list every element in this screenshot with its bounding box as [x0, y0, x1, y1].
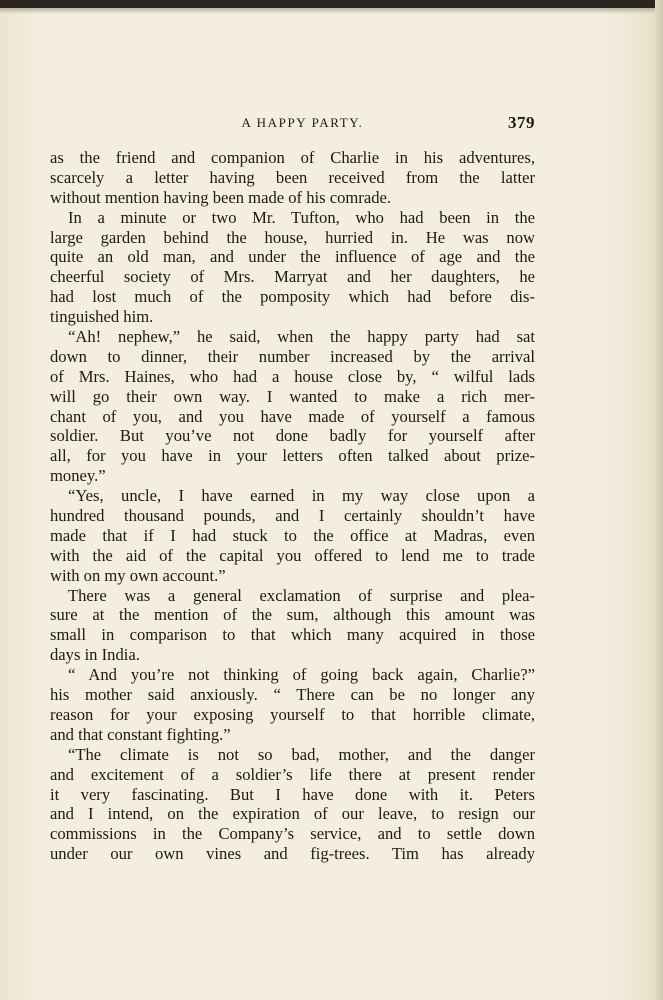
top-edge-rule	[0, 0, 663, 8]
text-line: tinguished him.	[50, 307, 154, 327]
text-line: it very fascinating. But I have done with it. Peters	[50, 784, 535, 804]
text-line: “ And you’re not thinking of going back again, Charlie?”	[68, 665, 535, 685]
text-line: under our own vines and fig-trees. Tim has already	[50, 844, 535, 864]
top-edge-shadow	[0, 8, 663, 14]
text-line: all, for you have in your letters often talked about prize-	[50, 446, 535, 466]
text-line: quite an old man, and under the influence of age and the	[50, 247, 535, 267]
page-number: 379	[508, 113, 535, 132]
text-line: chant of you, and you have made of yourself a famous	[50, 406, 535, 426]
text-line: down to dinner, their number increased by the arrival	[50, 346, 535, 366]
text-line: with on my own account.”	[50, 565, 226, 585]
text-line: and excitement of a soldier’s life there at present render	[50, 764, 535, 784]
text-line: with the aid of the capital you offered to lend me to trade	[50, 545, 535, 565]
text-line: and I intend, on the expiration of our leave, to resign our	[50, 804, 535, 824]
text-line: commissions in the Company’s service, and to settle down	[50, 824, 535, 844]
text-line: his mother said anxiously. “ There can be no longer any	[50, 685, 535, 705]
text-line: will go their own way. I wanted to make a rich mer-	[50, 386, 535, 406]
text-line: soldier. But you’ve not done badly for yourself after	[50, 426, 535, 446]
text-line: hundred thousand pounds, and I certainly shouldn’t have	[50, 506, 535, 526]
text-line: without mention having been made of his comrade.	[50, 187, 392, 207]
text-line: cheerful society of Mrs. Marryat and her daughters, he	[50, 267, 535, 287]
body-text	[50, 148, 535, 864]
text-line: made that if I had stuck to the office at Madras, even	[50, 525, 535, 545]
text-line: as the friend and companion of Charlie in his adventures,	[50, 148, 535, 167]
text-line: “Yes, uncle, I have earned in my way close upon a	[68, 486, 535, 506]
text-line: scarcely a letter having been received from the latter	[50, 167, 535, 187]
text-line: small in comparison to that which many acquired in those	[50, 625, 535, 645]
text-line: “Ah! nephew,” he said, when the happy party had sat	[68, 327, 535, 347]
text-line: sure at the mention of the sum, although this amount was	[50, 605, 535, 625]
text-line: days in India.	[50, 645, 140, 665]
page-gutter-edge	[655, 0, 663, 1000]
text-line: large garden behind the house, hurried in. He was now	[50, 227, 535, 247]
running-head	[50, 113, 535, 135]
text-line: There was a general exclamation of surprise and plea-	[68, 585, 535, 605]
text-line: money.”	[50, 466, 106, 486]
chapter-running-title: A HAPPY PARTY.	[241, 115, 364, 130]
text-line: had lost much of the pomposity which had before dis-	[50, 287, 535, 307]
text-line: “The climate is not so bad, mother, and the danger	[68, 744, 535, 764]
text-line: and that constant fighting.”	[50, 724, 231, 744]
text-line: In a minute or two Mr. Tufton, who had been in the	[68, 207, 535, 227]
text-line: reason for your exposing yourself to that horrible climate,	[50, 704, 535, 724]
text-line: of Mrs. Haines, who had a house close by, “ wilful lads	[50, 366, 535, 386]
